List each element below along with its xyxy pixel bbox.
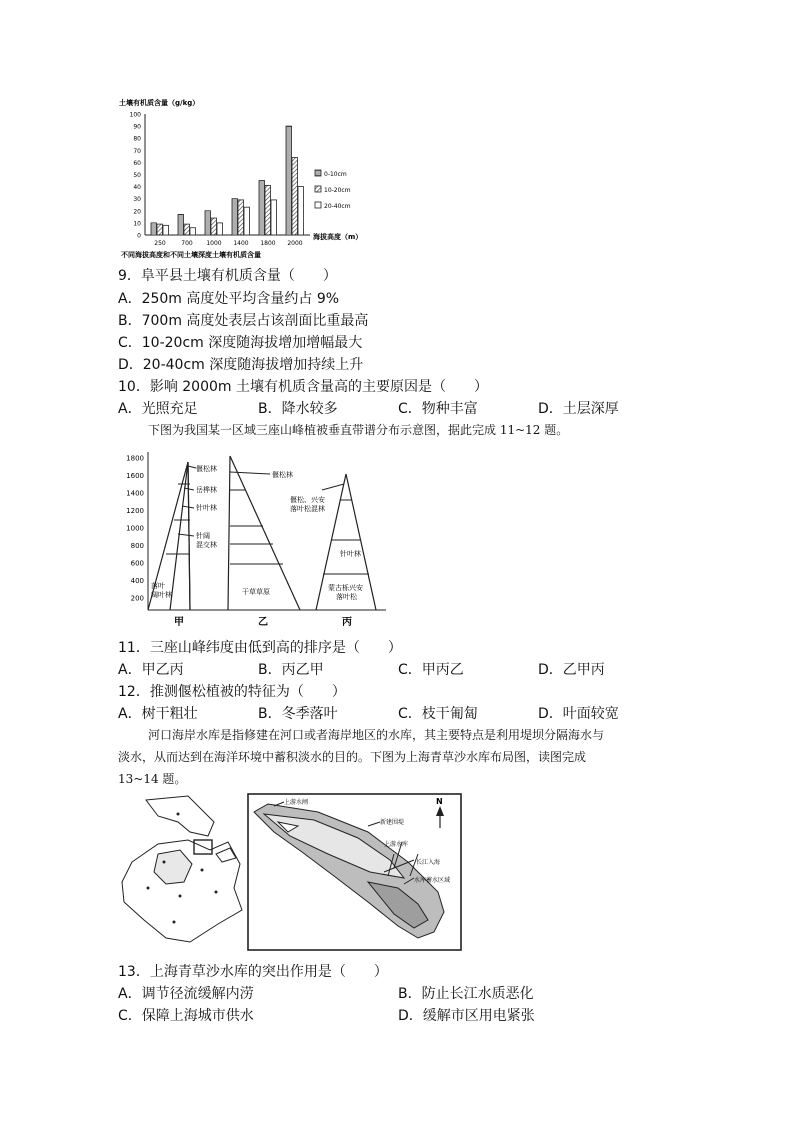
bar-1400-20-40cm	[244, 207, 250, 235]
label-yangtze-mouth: 长江入海	[416, 859, 441, 866]
legend-label: 10-20cm	[324, 187, 351, 194]
q12-option-c[interactable]: C．枝干匍匐	[398, 706, 478, 722]
bar-250-0-10cm	[151, 223, 157, 235]
q13-option-a[interactable]: A．调节径流缓解内涝	[118, 986, 254, 1002]
peak-yi-label: 乙	[258, 617, 268, 628]
q11-option-b[interactable]: B．丙乙甲	[258, 662, 324, 678]
bar-700-10-20cm	[184, 224, 190, 235]
x-tick-label: 700	[181, 240, 193, 247]
legend-swatch	[315, 202, 321, 208]
label-new-dike: 新建围堤	[380, 819, 405, 826]
label-bing-3: 蒙古栎兴安	[328, 584, 363, 592]
y-tick-label: 70	[133, 147, 141, 155]
bar-700-20-40cm	[190, 228, 196, 235]
bar-chart-svg	[115, 96, 465, 264]
label-storage-area: 水库蓄水区域	[414, 877, 451, 884]
label-bing-1b: 落叶松混林	[290, 505, 325, 513]
label-yi-1: 偃松林	[272, 471, 293, 479]
label-upstream-gate: 上游水闸	[284, 799, 309, 806]
bar-2000-10-20cm	[292, 158, 298, 235]
y-tick-label: 20	[133, 208, 141, 216]
bar-1800-20-40cm	[271, 200, 277, 235]
altitude-tick-label: 200	[130, 594, 144, 603]
x-tick-label: 1000	[206, 240, 222, 247]
question-11-stem: 11．三座山峰纬度由低到高的排序是（ ）	[118, 640, 402, 656]
altitude-tick-label: 600	[130, 559, 144, 568]
y-tick-label: 40	[133, 184, 141, 192]
x-axis-label: 海拔高度（m）	[313, 233, 363, 241]
intro-13-14-line2: 淡水，从而达到在海洋环境中蓄积淡水的目的。下图为上海青草沙水库布局图，读图完成	[118, 750, 587, 764]
q13-option-b[interactable]: B．防止长江水质恶化	[398, 986, 534, 1002]
q12-option-d[interactable]: D．叶面较宽	[538, 706, 619, 722]
x-tick-label: 250	[154, 240, 166, 247]
q9-option-b[interactable]: B．700m 高度处表层占该剖面比重最高	[118, 313, 369, 329]
altitude-tick-label: 1000	[126, 524, 144, 533]
y-tick-label: 0	[137, 232, 141, 240]
bar-1000-20-40cm	[217, 223, 223, 235]
altitude-tick-label: 1200	[126, 507, 144, 515]
q11-option-a[interactable]: A．甲乙丙	[118, 662, 184, 678]
label-bing-2: 针叶林	[340, 550, 361, 558]
y-axis-label: 土壤有机质含量（g/kg）	[119, 99, 200, 107]
legend-swatch	[315, 170, 321, 176]
bar-1800-0-10cm	[259, 181, 265, 235]
label-jia-4: 针阔	[196, 532, 210, 540]
q12-option-b[interactable]: B．冬季落叶	[258, 706, 338, 722]
legend-label: 0-10cm	[324, 171, 347, 178]
label-bing-1: 偃松、兴安	[290, 496, 325, 504]
bar-1800-10-20cm	[265, 185, 271, 235]
label-jia-5: 落叶	[151, 582, 165, 590]
legend-swatch	[315, 186, 321, 192]
label-jia-4b: 混交林	[196, 541, 217, 549]
q13-option-d[interactable]: D．缓解市区用电紧张	[398, 1008, 535, 1024]
bar-1000-10-20cm	[211, 218, 217, 235]
x-tick-label: 2000	[287, 240, 303, 247]
q10-option-a[interactable]: A．光照充足	[118, 401, 198, 417]
label-bing-3b: 落叶松	[336, 593, 357, 601]
question-13-stem: 13．上海青草沙水库的突出作用是（ ）	[118, 964, 388, 980]
peak-bing-label: 丙	[342, 617, 352, 628]
q12-option-a[interactable]: A．树干粗壮	[118, 706, 198, 722]
y-tick-label: 30	[133, 196, 141, 204]
y-tick-label: 60	[133, 159, 141, 167]
q10-option-c[interactable]: C．物种丰富	[398, 401, 478, 417]
label-upstream-reservoir: 上游水库	[384, 841, 409, 848]
q10-option-d[interactable]: D．土层深厚	[538, 401, 619, 417]
vegetation-diagram-svg	[118, 444, 390, 630]
x-tick-label: 1800	[260, 240, 276, 247]
bar-1400-10-20cm	[238, 200, 244, 235]
shanghai-map-figure	[118, 792, 464, 954]
y-tick-label: 90	[133, 123, 141, 131]
map-svg	[118, 792, 464, 954]
label-jia-1: 偃松林	[196, 465, 217, 473]
label-jia-5b: 阔叶林	[151, 591, 172, 599]
y-tick-label: 100	[129, 111, 141, 119]
y-tick-label: 10	[133, 220, 141, 228]
svg-text:N: N	[436, 797, 443, 806]
peak-jia-label: 甲	[174, 617, 184, 628]
bar-2000-20-40cm	[298, 187, 304, 235]
q11-option-d[interactable]: D．乙甲丙	[538, 662, 605, 678]
q9-option-a[interactable]: A．250m 高度处平均含量约占 9%	[118, 291, 340, 307]
altitude-tick-label: 1600	[126, 472, 144, 480]
q10-option-b[interactable]: B．降水较多	[258, 401, 338, 417]
bar-250-10-20cm	[157, 224, 163, 235]
question-10-stem: 10．影响 2000m 土壤有机质含量高的主要原因是（ ）	[118, 379, 488, 395]
bar-1000-0-10cm	[205, 211, 211, 235]
q9-option-c[interactable]: C．10-20cm 深度随海拔增加增幅最大	[118, 335, 363, 351]
altitude-tick-label: 800	[130, 542, 144, 550]
q9-option-d[interactable]: D．20-40cm 深度随海拔增加持续上升	[118, 357, 364, 373]
bar-2000-0-10cm	[286, 126, 292, 235]
bar-1400-0-10cm	[232, 199, 238, 235]
intro-13-14-line1: 河口海岸水库是指修建在河口或者海岸地区的水库，其主要特点是利用堤坝分隔海水与	[148, 728, 605, 742]
y-tick-label: 80	[133, 135, 141, 143]
altitude-tick-label: 1400	[126, 489, 144, 498]
legend-label: 20-40cm	[324, 203, 351, 210]
x-tick-label: 1400	[233, 240, 249, 247]
bar-250-20-40cm	[163, 225, 169, 235]
question-12-stem: 12．推测偃松植被的特征为（ ）	[118, 684, 346, 700]
bar-700-0-10cm	[178, 214, 184, 235]
intro-11-12: 下图为我国某一区域三座山峰植被垂直带谱分布示意图，据此完成 11~12 题。	[148, 423, 569, 437]
q13-option-c[interactable]: C．保障上海城市供水	[118, 1008, 254, 1024]
chart-title: 不同海拔高度和不同土壤深度土壤有机质含量	[121, 251, 261, 259]
label-jia-3: 针叶林	[196, 504, 217, 512]
mountain-vegetation-diagram	[118, 444, 390, 630]
y-tick-label: 50	[133, 172, 141, 179]
shanghai-overview-map	[122, 796, 242, 942]
altitude-tick-label: 400	[130, 577, 144, 585]
intro-13-14-line3: 13~14 题。	[118, 772, 187, 786]
q11-option-c[interactable]: C．甲丙乙	[398, 662, 464, 678]
label-jia-2: 岳桦林	[196, 486, 217, 494]
soil-organic-matter-chart	[115, 96, 465, 264]
altitude-tick-label: 1800	[126, 454, 144, 463]
question-9-stem: 9．阜平县土壤有机质含量（ ）	[118, 268, 337, 284]
label-yi-2: 干草草原	[242, 588, 270, 596]
